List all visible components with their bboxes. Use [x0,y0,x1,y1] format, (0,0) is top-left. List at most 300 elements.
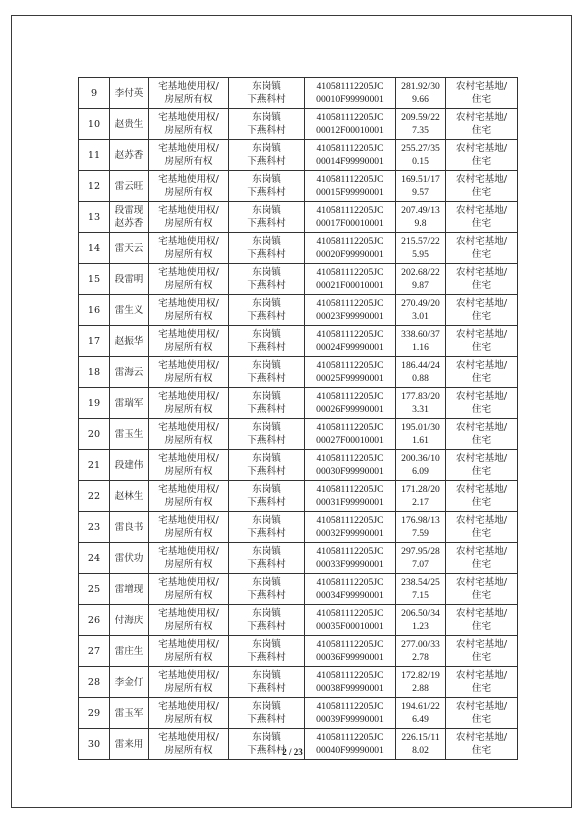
cell-location-line: 东岗镇 [252,329,281,340]
cell-number: 14 [79,233,110,264]
cell-right-type-line: 宅基地使用权/ [158,701,219,712]
cell-usage [446,419,518,450]
cell-right-type [149,512,229,543]
cell-location-line: 东岗镇 [252,298,281,309]
cell-number: 19 [79,388,110,419]
cell-owner-name [110,109,149,140]
cell-location-line: 下燕科村 [247,280,286,291]
cell-usage-line: 农村宅基地/ [455,577,508,588]
cell-usage [446,140,518,171]
cell-usage-line: 农村宅基地/ [455,701,508,712]
cell-owner-name [110,78,149,109]
cell-right-type-line: 宅基地使用权/ [158,236,219,247]
cell-right-type-line: 宅基地使用权/ [158,329,219,340]
table-row [79,233,518,264]
cell-right-type-line: 宅基地使用权/ [158,298,219,309]
cell-area-line: 1.16 [412,342,429,353]
cell-area-line: 0.88 [412,373,429,384]
cell-area [396,202,446,233]
cell-usage-line: 住宅 [471,404,492,415]
cell-usage-line: 农村宅基地/ [455,81,508,92]
cell-area-line: 238.54/25 [401,577,440,588]
cell-location-line: 下燕科村 [247,745,286,756]
cell-area-line: 1.61 [412,435,429,446]
cell-number: 11 [79,140,110,171]
cell-usage-line: 住宅 [471,218,492,229]
cell-unit-code [305,264,396,295]
cell-unit-code-line: 410581112205JC [316,453,384,464]
cell-area-line: 186.44/24 [401,360,440,371]
cell-location-line: 下燕科村 [247,249,286,260]
cell-owner-name-line: 雷玉生 [114,428,144,440]
cell-right-type [149,543,229,574]
cell-location-line: 下燕科村 [247,466,286,477]
cell-location-line: 下燕科村 [247,94,286,105]
cell-right-type-line: 宅基地使用权/ [158,608,219,619]
cell-usage [446,357,518,388]
cell-usage-line: 住宅 [471,497,492,508]
cell-location-line: 东岗镇 [252,236,281,247]
cell-area [396,512,446,543]
cell-location [229,171,305,202]
cell-location-line: 下燕科村 [247,156,286,167]
cell-right-type [149,636,229,667]
cell-area-line: 169.51/17 [401,174,440,185]
cell-usage-line: 住宅 [471,652,492,663]
cell-usage [446,481,518,512]
cell-area-line: 9.57 [412,187,429,198]
cell-unit-code-line: 410581112205JC [316,267,384,278]
cell-number: 26 [79,605,110,636]
cell-unit-code-line: 00024F99990001 [316,342,384,353]
table-row [79,419,518,450]
cell-owner-name-line: 付海庆 [114,614,144,626]
cell-unit-code-line: 410581112205JC [316,701,384,712]
cell-owner-name-line: 雷玉军 [114,707,144,719]
cell-usage-line: 农村宅基地/ [455,639,508,650]
cell-number: 16 [79,295,110,326]
cell-usage-line: 住宅 [471,621,492,632]
cell-owner-name-line: 雷增现 [114,583,144,595]
cell-area-line: 171.28/20 [401,484,440,495]
cell-right-type [149,357,229,388]
cell-usage [446,543,518,574]
cell-right-type-line: 宅基地使用权/ [158,515,219,526]
cell-right-type [149,605,229,636]
cell-usage-line: 住宅 [471,745,492,756]
cell-right-type [149,171,229,202]
cell-number: 24 [79,543,110,574]
cell-usage [446,667,518,698]
cell-right-type-line: 宅基地使用权/ [158,546,219,557]
cell-owner-name [110,233,149,264]
cell-right-type-line: 房屋所有权 [164,125,213,136]
cell-unit-code-line: 410581112205JC [316,577,384,588]
cell-right-type-line: 房屋所有权 [164,187,213,198]
cell-area-line: 7.35 [412,125,429,136]
cell-usage-line: 农村宅基地/ [455,329,508,340]
cell-location [229,605,305,636]
cell-location-line: 东岗镇 [252,608,281,619]
cell-area-line: 215.57/22 [401,236,440,247]
cell-owner-name [110,636,149,667]
cell-right-type-line: 宅基地使用权/ [158,267,219,278]
cell-location [229,481,305,512]
cell-location-line: 下燕科村 [247,497,286,508]
cell-area-line: 0.15 [412,156,429,167]
cell-right-type-line: 宅基地使用权/ [158,143,219,154]
cell-area [396,233,446,264]
cell-unit-code-line: 410581112205JC [316,112,384,123]
cell-right-type-line: 房屋所有权 [164,683,213,694]
cell-unit-code-line: 410581112205JC [316,515,384,526]
cell-area-line: 2.17 [412,497,429,508]
cell-right-type-line: 宅基地使用权/ [158,112,219,123]
cell-owner-name-line: 赵苏香 [114,149,144,161]
cell-location-line: 东岗镇 [252,174,281,185]
cell-number: 13 [79,202,110,233]
cell-usage [446,698,518,729]
cell-unit-code-line: 00025F99990001 [316,373,384,384]
registry-table-body [79,78,518,760]
cell-usage-line: 住宅 [471,94,492,105]
cell-number: 9 [79,78,110,109]
cell-number: 20 [79,419,110,450]
cell-owner-name-line: 雷生义 [114,304,144,316]
cell-area-line: 2.78 [412,652,429,663]
cell-unit-code-line: 00034F99990001 [316,590,384,601]
cell-unit-code-line: 00033F99990001 [316,559,384,570]
cell-number: 25 [79,574,110,605]
cell-right-type-line: 宅基地使用权/ [158,205,219,216]
cell-right-type [149,233,229,264]
cell-unit-code-line: 410581112205JC [316,546,384,557]
cell-usage-line: 农村宅基地/ [455,422,508,433]
table-row [79,171,518,202]
cell-area [396,574,446,605]
cell-location [229,78,305,109]
cell-right-type-line: 房屋所有权 [164,559,213,570]
cell-unit-code [305,636,396,667]
table-row [79,698,518,729]
cell-number: 10 [79,109,110,140]
cell-unit-code [305,295,396,326]
cell-usage [446,171,518,202]
cell-owner-name [110,388,149,419]
cell-usage-line: 农村宅基地/ [455,732,508,743]
cell-location-line: 东岗镇 [252,112,281,123]
cell-usage [446,605,518,636]
cell-area-line: 176.98/13 [401,515,440,526]
cell-unit-code [305,512,396,543]
cell-usage-line: 农村宅基地/ [455,670,508,681]
cell-area [396,357,446,388]
cell-usage-line: 农村宅基地/ [455,608,508,619]
cell-location-line: 东岗镇 [252,453,281,464]
cell-usage-line: 住宅 [471,590,492,601]
cell-usage-line: 住宅 [471,156,492,167]
table-row [79,264,518,295]
cell-right-type-line: 房屋所有权 [164,466,213,477]
cell-right-type-line: 房屋所有权 [164,745,213,756]
cell-area-line: 9.66 [412,94,429,105]
cell-usage-line: 农村宅基地/ [455,236,508,247]
cell-right-type [149,698,229,729]
cell-location [229,512,305,543]
table-row [79,543,518,574]
cell-unit-code-line: 00031F99990001 [316,497,384,508]
cell-owner-name [110,667,149,698]
cell-location-line: 东岗镇 [252,205,281,216]
cell-area-line: 270.49/20 [401,298,440,309]
cell-location-line: 下燕科村 [247,218,286,229]
cell-usage-line: 住宅 [471,714,492,725]
cell-usage-line: 住宅 [471,528,492,539]
cell-right-type-line: 宅基地使用权/ [158,391,219,402]
cell-area [396,636,446,667]
cell-unit-code-line: 00010F99990001 [316,94,384,105]
cell-number: 28 [79,667,110,698]
cell-owner-name-line: 雷海云 [114,366,144,378]
cell-location-line: 下燕科村 [247,683,286,694]
cell-area-line: 277.00/33 [401,639,440,650]
cell-right-type [149,202,229,233]
cell-usage-line: 农村宅基地/ [455,112,508,123]
table-row [79,140,518,171]
cell-unit-code-line: 410581112205JC [316,81,384,92]
cell-location-line: 下燕科村 [247,404,286,415]
cell-unit-code-line: 00026F99990001 [316,404,384,415]
cell-unit-code-line: 410581112205JC [316,143,384,154]
cell-location-line: 东岗镇 [252,515,281,526]
cell-unit-code [305,419,396,450]
cell-number: 23 [79,512,110,543]
cell-area-line: 194.61/22 [401,701,440,712]
cell-usage [446,295,518,326]
cell-unit-code-line: 00020F99990001 [316,249,384,260]
cell-unit-code [305,450,396,481]
cell-location [229,574,305,605]
cell-location [229,140,305,171]
cell-right-type-line: 房屋所有权 [164,652,213,663]
table-row [79,388,518,419]
cell-right-type-line: 房屋所有权 [164,404,213,415]
cell-right-type-line: 房屋所有权 [164,280,213,291]
cell-owner-name-line: 段建伟 [114,459,144,471]
cell-unit-code [305,543,396,574]
cell-unit-code [305,574,396,605]
cell-location-line: 下燕科村 [247,621,286,632]
cell-unit-code-line: 00021F00010001 [316,280,384,291]
table-row [79,481,518,512]
cell-usage [446,574,518,605]
cell-area [396,698,446,729]
cell-area-line: 172.82/19 [401,670,440,681]
cell-area-line: 207.49/13 [401,205,440,216]
cell-usage-line: 住宅 [471,373,492,384]
cell-unit-code-line: 410581112205JC [316,732,384,743]
cell-right-type [149,295,229,326]
cell-usage-line: 农村宅基地/ [455,546,508,557]
cell-usage-line: 农村宅基地/ [455,360,508,371]
cell-area-line: 7.07 [412,559,429,570]
cell-unit-code-line: 00040F99990001 [316,745,384,756]
cell-location-line: 东岗镇 [252,701,281,712]
cell-owner-name [110,264,149,295]
cell-usage-line: 农村宅基地/ [455,484,508,495]
cell-unit-code [305,140,396,171]
cell-location [229,636,305,667]
cell-unit-code-line: 410581112205JC [316,422,384,433]
cell-unit-code-line: 410581112205JC [316,391,384,402]
cell-location-line: 下燕科村 [247,311,286,322]
cell-location-line: 下燕科村 [247,125,286,136]
cell-right-type-line: 宅基地使用权/ [158,360,219,371]
table-row [79,357,518,388]
cell-right-type-line: 宅基地使用权/ [158,453,219,464]
cell-area-line: 6.09 [412,466,429,477]
cell-area-line: 226.15/11 [401,732,440,743]
cell-area [396,450,446,481]
cell-unit-code [305,698,396,729]
table-row [79,512,518,543]
cell-owner-name-line: 段雷明 [114,273,144,285]
cell-usage-line: 住宅 [471,435,492,446]
cell-location-line: 东岗镇 [252,546,281,557]
cell-unit-code-line: 410581112205JC [316,360,384,371]
cell-owner-name-line: 雷瑞军 [114,397,144,409]
cell-area [396,326,446,357]
cell-right-type [149,140,229,171]
cell-area-line: 8.02 [412,745,429,756]
cell-location [229,202,305,233]
cell-location-line: 东岗镇 [252,143,281,154]
cell-unit-code [305,357,396,388]
cell-owner-name [110,605,149,636]
cell-right-type-line: 宅基地使用权/ [158,484,219,495]
cell-usage-line: 住宅 [471,466,492,477]
cell-right-type-line: 宅基地使用权/ [158,577,219,588]
cell-number: 21 [79,450,110,481]
table-row [79,295,518,326]
cell-right-type-line: 房屋所有权 [164,435,213,446]
cell-number: 17 [79,326,110,357]
cell-right-type [149,264,229,295]
cell-right-type-line: 宅基地使用权/ [158,422,219,433]
cell-usage-line: 住宅 [471,559,492,570]
cell-owner-name-line: 李付英 [114,87,144,99]
cell-owner-name-line: 雷天云 [114,242,144,254]
cell-right-type-line: 房屋所有权 [164,249,213,260]
cell-right-type [149,109,229,140]
table-row [79,78,518,109]
cell-number: 29 [79,698,110,729]
cell-usage-line: 农村宅基地/ [455,267,508,278]
cell-area [396,264,446,295]
cell-right-type-line: 宅基地使用权/ [158,732,219,743]
cell-area-line: 202.68/22 [401,267,440,278]
cell-right-type-line: 房屋所有权 [164,497,213,508]
cell-unit-code [305,326,396,357]
cell-area-line: 177.83/20 [401,391,440,402]
cell-area [396,140,446,171]
cell-owner-name-line: 雷庄生 [114,645,144,657]
cell-location-line: 东岗镇 [252,639,281,650]
table-row [79,667,518,698]
cell-unit-code-line: 00038F99990001 [316,683,384,694]
cell-unit-code-line: 00032F99990001 [316,528,384,539]
cell-owner-name-line: 赵林生 [114,490,144,502]
cell-usage [446,202,518,233]
cell-right-type [149,78,229,109]
cell-area-line: 5.95 [412,249,429,260]
table-row [79,574,518,605]
cell-unit-code-line: 00039F99990001 [316,714,384,725]
cell-owner-name [110,295,149,326]
cell-usage [446,264,518,295]
cell-unit-code [305,667,396,698]
cell-area-line: 195.01/30 [401,422,440,433]
cell-location-line: 东岗镇 [252,360,281,371]
cell-unit-code-line: 00012F00010001 [316,125,384,136]
cell-owner-name-line: 雷来用 [114,738,144,750]
cell-location-line: 下燕科村 [247,590,286,601]
cell-right-type-line: 房屋所有权 [164,714,213,725]
cell-unit-code-line: 410581112205JC [316,608,384,619]
table-row [79,326,518,357]
cell-number: 18 [79,357,110,388]
cell-area [396,78,446,109]
cell-usage-line: 住宅 [471,125,492,136]
cell-right-type [149,388,229,419]
cell-area-line: 9.87 [412,280,429,291]
cell-unit-code-line: 410581112205JC [316,174,384,185]
cell-area [396,419,446,450]
cell-usage [446,450,518,481]
cell-right-type-line: 宅基地使用权/ [158,670,219,681]
cell-location [229,326,305,357]
cell-location-line: 东岗镇 [252,422,281,433]
cell-location [229,450,305,481]
cell-unit-code [305,109,396,140]
cell-area [396,605,446,636]
cell-number: 22 [79,481,110,512]
cell-right-type-line: 房屋所有权 [164,373,213,384]
cell-right-type-line: 房屋所有权 [164,590,213,601]
cell-right-type-line: 房屋所有权 [164,156,213,167]
cell-unit-code-line: 00035F00010001 [316,621,384,632]
cell-area [396,388,446,419]
cell-unit-code-line: 410581112205JC [316,236,384,247]
cell-usage-line: 农村宅基地/ [455,391,508,402]
cell-unit-code-line: 410581112205JC [316,484,384,495]
cell-location-line: 下燕科村 [247,373,286,384]
cell-unit-code [305,171,396,202]
cell-right-type-line: 宅基地使用权/ [158,174,219,185]
cell-number: 27 [79,636,110,667]
cell-area-line: 3.31 [412,404,429,415]
cell-unit-code-line: 00030F99990001 [316,466,384,477]
cell-unit-code [305,481,396,512]
cell-unit-code-line: 410581112205JC [316,205,384,216]
cell-right-type [149,326,229,357]
cell-location [229,388,305,419]
cell-owner-name-line: 雷伏功 [114,552,144,564]
cell-owner-name [110,419,149,450]
cell-location [229,233,305,264]
cell-usage [446,388,518,419]
cell-location [229,295,305,326]
